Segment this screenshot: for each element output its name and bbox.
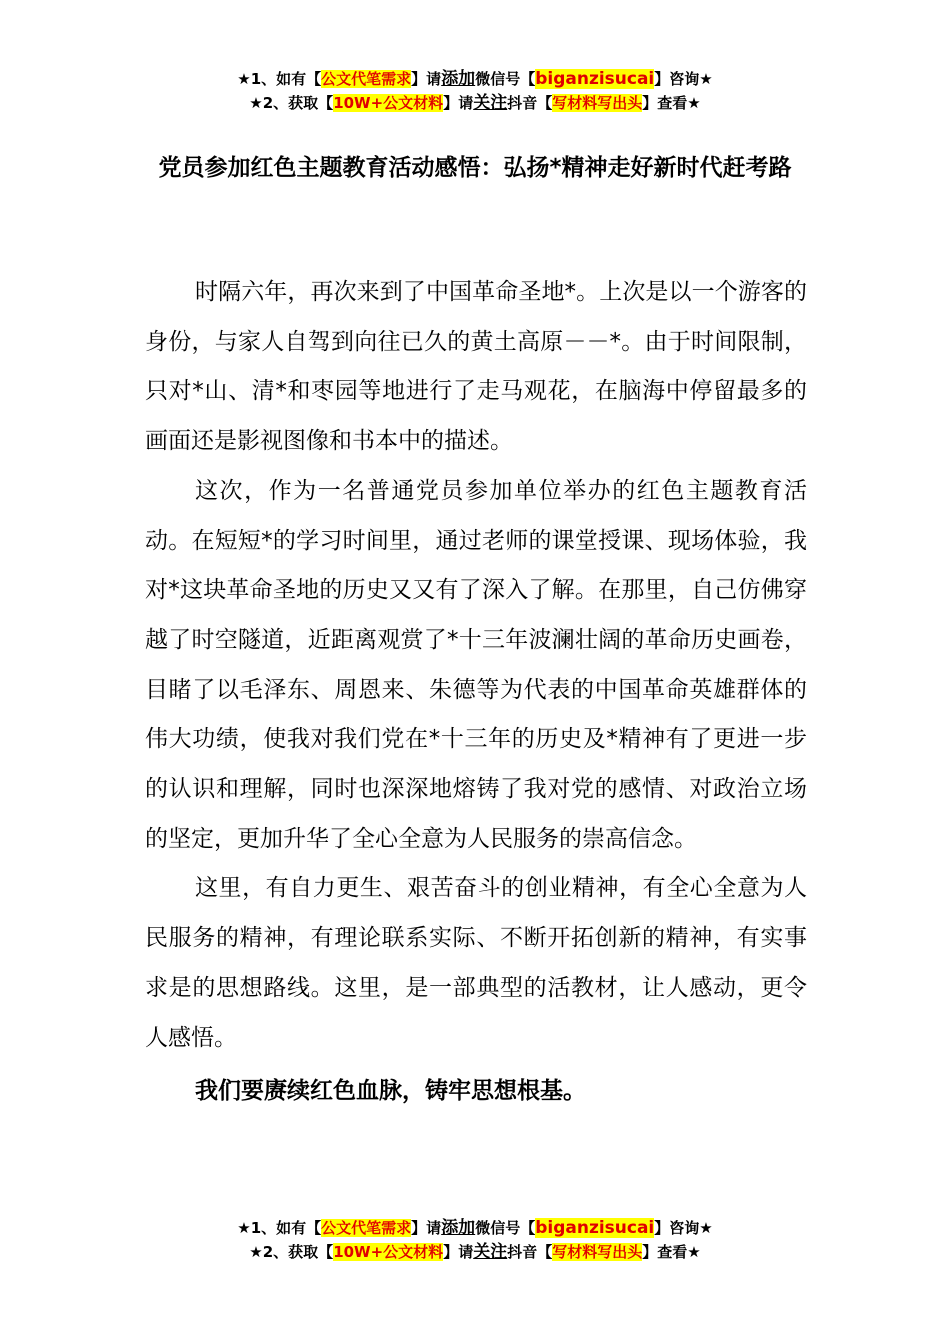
banner-text: ★2、获取【 — [249, 94, 334, 112]
highlight-wechat-id: biganzisucai — [535, 69, 655, 89]
banner-underlined-text: 关注 — [473, 93, 508, 113]
banner-text: 抖音【 — [507, 1243, 553, 1261]
banner-text: 】请 — [411, 1219, 442, 1237]
bold-paragraph: 我们要赓续红色血脉，铸牢思想根基。 — [195, 1078, 586, 1105]
banner-text: 微信号【 — [475, 70, 536, 88]
highlight-douyin-account: 写材料写出头 — [552, 94, 643, 112]
banner-text: ★1、如有【 — [237, 70, 322, 88]
highlight-douyin-account: 写材料写出头 — [552, 1243, 643, 1261]
banner-text: ★1、如有【 — [237, 1219, 322, 1237]
paragraph: 时隔六年，再次来到了中国革命圣地*。上次是以一个游客的身份，与家人自驾到向往已久的黄土高原－－*。由于时间限制，只对*山、清*和枣园等地进行了走马观花，在脑海中停留最多的画面还是影视图像和书本中的描述。 — [145, 279, 807, 455]
banner-text: 】咨询★ — [654, 1219, 713, 1237]
banner-text: 】请 — [443, 94, 474, 112]
banner-underlined-text: 添加 — [441, 1218, 476, 1238]
banner-line-1 — [0, 67, 950, 91]
banner-text: 】咨询★ — [654, 70, 713, 88]
paragraph: 这次，作为一名普通党员参加单位举办的红色主题教育活动。在短短*的学习时间里，通过老师的课堂授课、现场体验，我对*这块革命圣地的历史又又有了深入了解。在那里，自己仿佛穿越了时空隧道，近距离观赏了*十三年波澜壮阔的革命历史画卷，目睹了以毛泽东、周恩来、朱德等为代表的中国革命英雄群体的伟大功绩，使我对我们党在*十三年的历史及*精神有了更进一步的认识和理解，同时也深深地熔铸了我对党的感情、对政治立场的坚定，更加升华了全心全意为人民服务的崇高信念。 — [145, 477, 807, 852]
banner-underlined-text: 关注 — [473, 1242, 508, 1262]
highlight-materials: 10W+公文材料 — [333, 94, 444, 112]
banner-text: 微信号【 — [475, 1219, 536, 1237]
banner-underlined-text: 添加 — [441, 69, 476, 89]
highlight-materials: 10W+公文材料 — [333, 1243, 444, 1261]
banner-text: 】请 — [411, 70, 442, 88]
highlight-service: 公文代笔需求 — [321, 1219, 412, 1237]
highlight-service: 公文代笔需求 — [321, 70, 412, 88]
banner-text: 】查看★ — [642, 1243, 701, 1261]
paragraph: 这里，有自力更生、艰苦奋斗的创业精神，有全心全意为人民服务的精神，有理论联系实际、不断开拓创新的精神，有实事求是的思想路线。这里，是一部典型的活教材，让人感动，更令人感悟。 — [145, 875, 807, 1051]
banner-line-2 — [0, 1240, 950, 1264]
banner-line-2 — [0, 91, 950, 115]
banner-text: 】查看★ — [642, 94, 701, 112]
document-title: 党员参加红色主题教育活动感悟：弘扬*精神走好新时代赶考路 — [158, 155, 792, 181]
banner-text: 】请 — [443, 1243, 474, 1261]
document-body — [145, 268, 807, 1117]
highlight-wechat-id: biganzisucai — [535, 1218, 655, 1238]
banner-text: 抖音【 — [507, 94, 553, 112]
banner-line-1 — [0, 1216, 950, 1240]
footer-banner — [0, 1216, 950, 1264]
header-banner — [0, 67, 950, 115]
banner-text: ★2、获取【 — [249, 1243, 334, 1261]
